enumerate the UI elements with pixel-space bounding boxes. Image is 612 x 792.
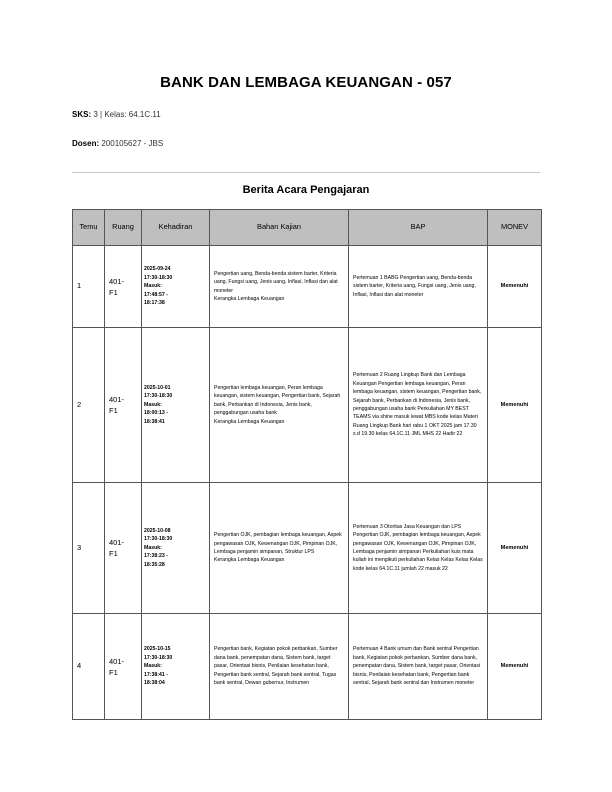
cell-monev: Memenuhi bbox=[488, 246, 542, 328]
header-temu: Temu bbox=[73, 210, 105, 246]
cell-monev: Memenuhi bbox=[488, 328, 542, 483]
cell-bap: Pertemuan 3 Otoritas Jasa Keuangan dan LPS Pengertian OJK, pembagian lembaga keuangan, Aspek pengawasan OJK, Kewenangan OJK, Pimpinan OJK, Lembaga penjamin simpanan Perkuliahan kuis mata kuliah ini mengikuti perkuliahan Kelas Kelas Kelas Kelas kode kelas 64.1C.11 jumlah 22 masuk 22 bbox=[349, 483, 488, 614]
header-bap: BAP bbox=[349, 210, 488, 246]
cell-kehadiran: 2025-09-24 17:30-18:30 Masuk: 17:48:57 - 18:17:38 bbox=[142, 246, 210, 328]
cell-bap: Pertemuan 1 BABG Pengertian uang, Benda-benda sistem barter, Kriteria uang, Fungsi uang, Jenis uang, Inflasi, Inflasi dan alat moneter bbox=[349, 246, 488, 328]
table-row bbox=[73, 483, 542, 614]
cell-kehadiran: 2025-10-08 17:30-18:30 Masuk: 17:38:23 - 18:35:28 bbox=[142, 483, 210, 614]
meta-dosen-label: Dosen: bbox=[72, 139, 100, 148]
header-bahan-kajian: Bahan Kajian bbox=[210, 210, 349, 246]
table-row bbox=[73, 328, 542, 483]
cell-monev: Memenuhi bbox=[488, 483, 542, 614]
cell-kehadiran: 2025-10-15 17:30-18:30 Masuk: 17:38:41 - 18:38:04 bbox=[142, 614, 210, 720]
cell-bahan-kajian: Pengertian OJK, pembagian lembaga keuangan, Aspek pengawasan OJK, Kewenangan OJK, Pimpinan OJK, Lembaga penjamin simpanan, Struktur LPS Kerangka Lembaga Keuangan bbox=[210, 483, 349, 614]
meta-dosen-line bbox=[72, 139, 163, 148]
header-ruang: Ruang bbox=[105, 210, 142, 246]
cell-kehadiran: 2025-10-01 17:30-18:30 Masuk: 18:00:13 - 18:38:41 bbox=[142, 328, 210, 483]
section-title: Berita Acara Pengajaran bbox=[242, 184, 370, 196]
cell-monev: Memenuhi bbox=[488, 614, 542, 720]
cell-ruang: 401- F1 bbox=[105, 483, 142, 614]
cell-temu: 4 bbox=[73, 614, 105, 720]
meta-sks-value: 3 | Kelas: 64.1C.11 bbox=[93, 110, 161, 119]
meta-sks-label: SKS: bbox=[72, 110, 92, 119]
cell-temu: 3 bbox=[73, 483, 105, 614]
table-row bbox=[73, 614, 542, 720]
cell-bahan-kajian: Pengertian uang, Benda-benda sistem barter, Kriteria uang, Fungsi uang, Jenis uang, Inflasi, Inflasi dan alat moneter Kerangka Lembaga Keuangan bbox=[210, 246, 349, 328]
meta-sks-line bbox=[72, 110, 161, 119]
document-title: BANK DAN LEMBAGA KEUANGAN - 057 bbox=[160, 74, 452, 91]
cell-bahan-kajian: Pengertian bank, Kegiatan pokok perbankan, Sumber dana bank, penempatan dana, Sistem bank, target pasar, Orientasi bisnis, Penilaian kesehatan bank, Pengertian bank sentral, Sejarah bank sentral, Tugas bank sentral, Dewan gubernur, Instrumen bbox=[210, 614, 349, 720]
cell-ruang: 401- F1 bbox=[105, 246, 142, 328]
header-monev: MONEV bbox=[488, 210, 542, 246]
cell-temu: 2 bbox=[73, 328, 105, 483]
bap-table bbox=[72, 209, 542, 720]
header-kehadiran: Kehadiran bbox=[142, 210, 210, 246]
table-row bbox=[73, 246, 542, 328]
cell-ruang: 401- F1 bbox=[105, 614, 142, 720]
cell-bahan-kajian: Pengertian lembaga keuangan, Peran lembaga keuangan, sistem keuangan, Pengertian bank, Sejarah bank, Perbankan di Indonesia, Jenis bank, penggabungan usaha bank Kerangka Lembaga Keuangan bbox=[210, 328, 349, 483]
cell-temu: 1 bbox=[73, 246, 105, 328]
divider bbox=[72, 172, 540, 173]
meta-dosen-value: 200105627 - JBS bbox=[101, 139, 164, 148]
table-header-row bbox=[73, 210, 542, 246]
cell-bap: Pertemuan 4 Bank umum dan Bank sentral Pengertian bank, Kegiatan pokok perbankan, Sumber dana bank, penempatan dana, Sistem bank, target pasar, Orientasi bisnis, Penilaian kesehatan bank, Pengertian bank sentral, Sejarah bank sentral dan Instrumen moneter bbox=[349, 614, 488, 720]
cell-ruang: 401- F1 bbox=[105, 328, 142, 483]
cell-bap: Pertemuan 2 Ruang Lingkup Bank dan Lembaga Keuangan Pengertian lembaga keuangan, Peran lembaga keuangan, sistem keuangan, Pengertian bank, Sejarah bank, Perbankan di Indonesia, Jenis bank, penggabungan usaha bank Perkuliahan MY BEST TEAMS via shine masuk lewat MBS kode kelas Materi Ruang Lingkup Bank hari rabu 1 OKT 2025 jam 17.30 s.d 19.30 kelas 64.1C.11 JML MHS 22 Hadir 22 bbox=[349, 328, 488, 483]
